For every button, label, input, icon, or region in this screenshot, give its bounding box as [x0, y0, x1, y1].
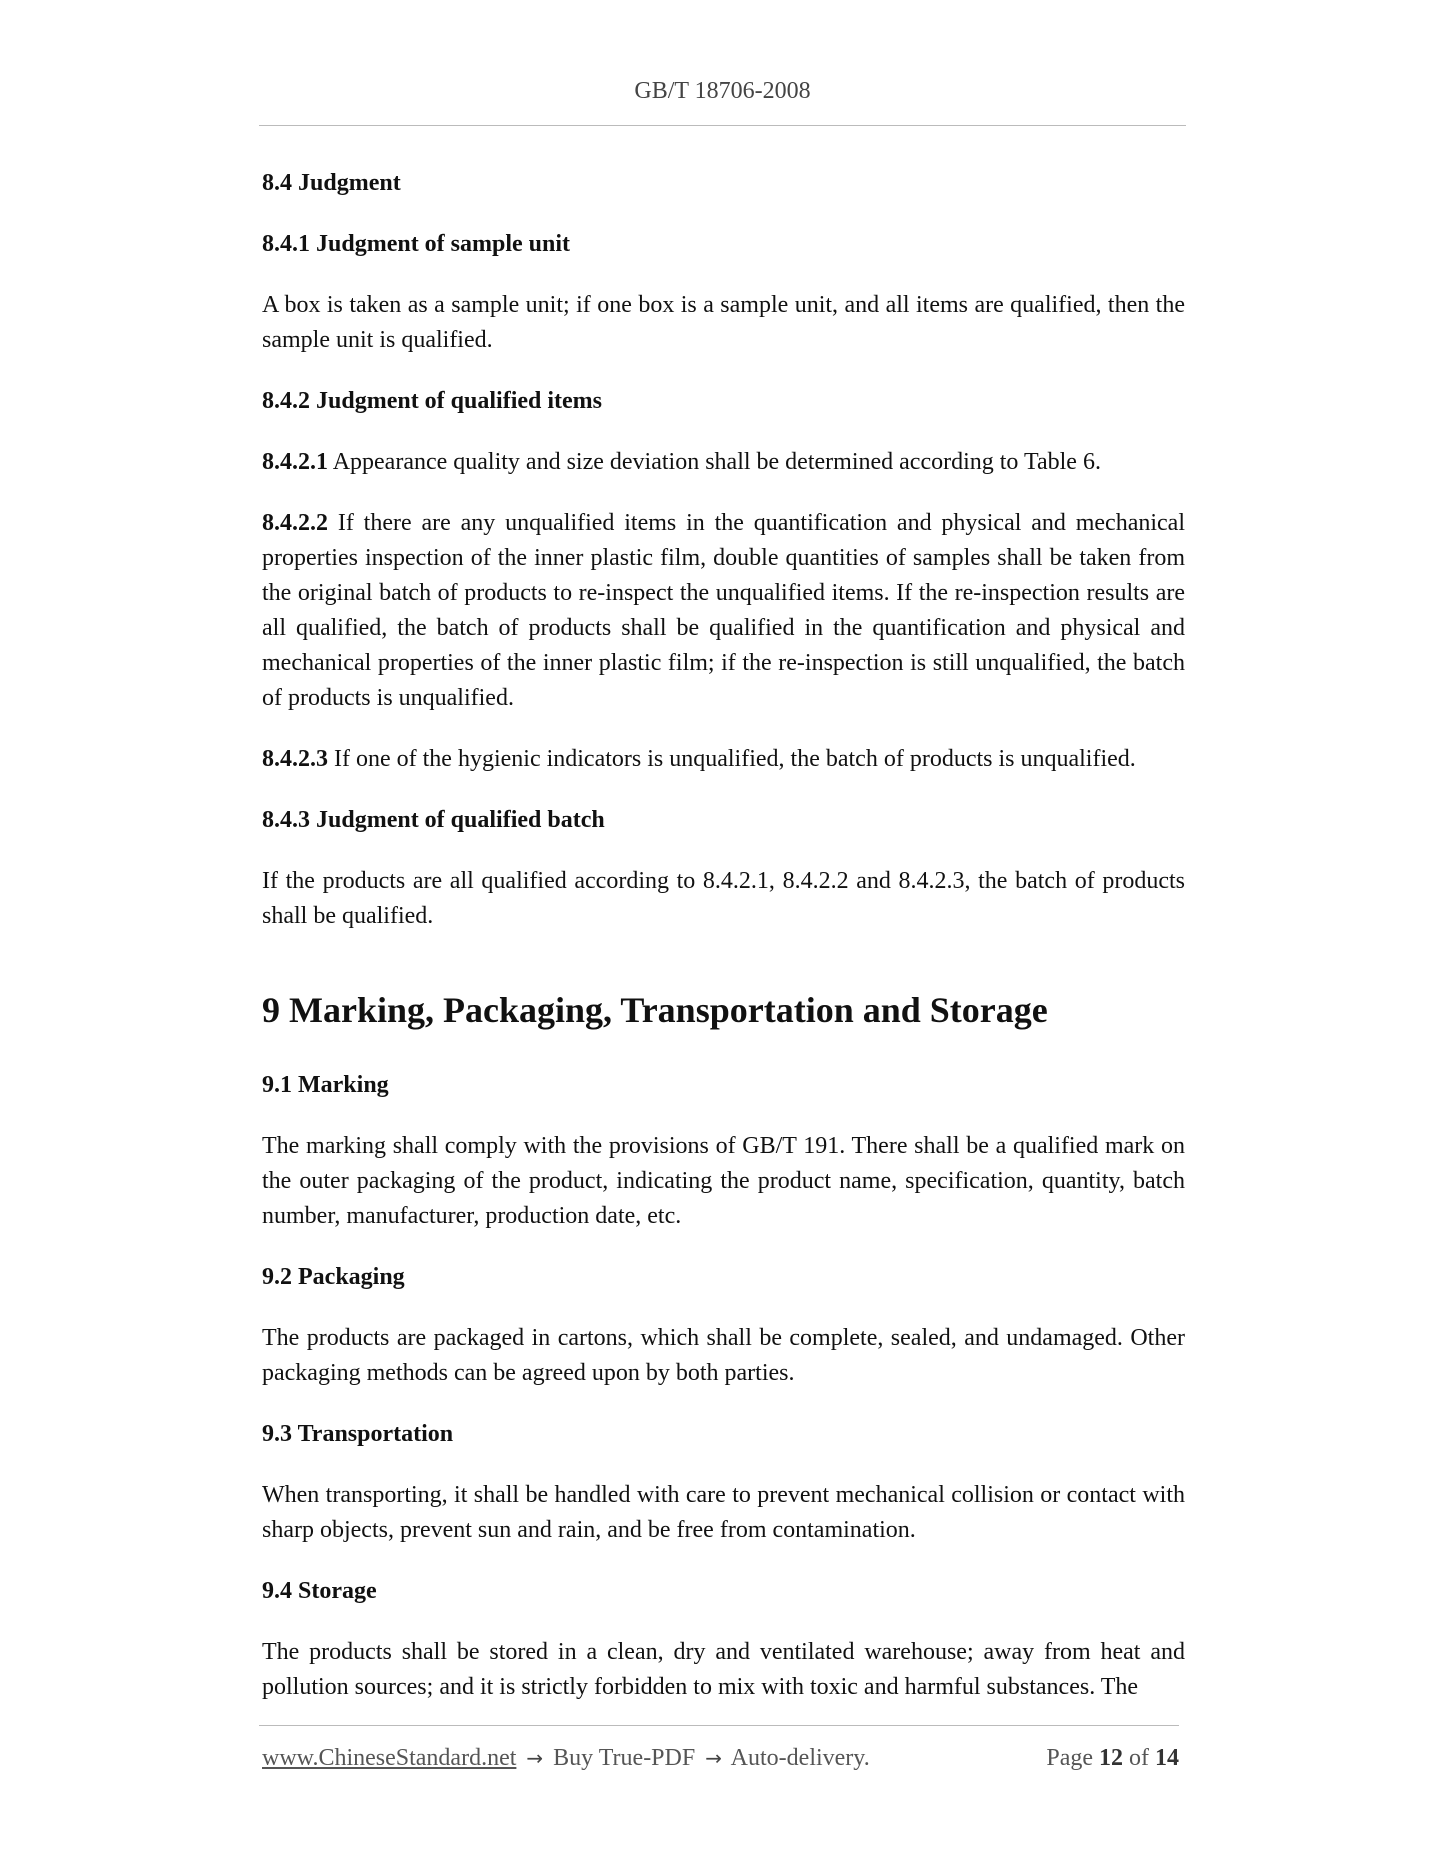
section-heading-9-1: 9.1 Marking — [262, 1072, 389, 1098]
page-indicator — [1046, 1745, 1179, 1772]
section-heading-8-4-2: 8.4.2 Judgment of qualified items — [262, 388, 603, 414]
chinesestandard-link[interactable]: www.ChineseStandard.net — [262, 1745, 517, 1771]
paragraph-storage: The products shall be stored in a clean, dry and ventilated warehouse; away from heat and pollution sources; and it is strictly forbidden to mix with toxic and harmful substances. The — [262, 1639, 1185, 1700]
section-heading-9-2: 9.2 Packaging — [262, 1264, 405, 1290]
page-header-title: GB/T 18706-2008 — [634, 78, 811, 104]
page-current: 12 — [1099, 1745, 1123, 1771]
section-heading-8-4-3: 8.4.3 Judgment of qualified batch — [262, 807, 605, 833]
clause-number: 8.4.2.3 — [262, 746, 328, 772]
header-divider — [259, 125, 1186, 126]
paragraph-packaging: The products are packaged in cartons, which shall be complete, sealed, and undamaged. Other packaging methods can be agreed upon by both parties. — [262, 1325, 1185, 1386]
clause-number: 8.4.2.2 — [262, 510, 328, 536]
page-total: 14 — [1155, 1745, 1179, 1771]
paragraph-qualified-batch: If the products are all qualified according to 8.4.2.1, 8.4.2.2 and 8.4.2.3, the batch of products shall be qualified. — [262, 868, 1185, 929]
chapter-heading-9: 9 Marking, Packaging, Transportation and Storage — [262, 990, 1048, 1030]
clause-text: Appearance quality and size deviation shall be determined according to Table 6. — [332, 449, 1101, 475]
document-body — [262, 166, 1185, 1731]
buy-true-pdf-text: Buy True-PDF — [553, 1745, 696, 1771]
paragraph-transportation: When transporting, it shall be handled with care to prevent mechanical collision or contact with sharp objects, prevent sun and rain, and be free from contamination. — [262, 1482, 1185, 1543]
clause-number: 8.4.2.1 — [262, 449, 328, 475]
clause-text: If there are any unqualified items in the quantification and physical and mechanical properties inspection of the inner plastic film, double quantities of samples shall be taken from the original batch of products to re-inspect the unqualified items. If the re-inspection results are all qualified, the batch of products shall be qualified in the quantification and physical and mechanical properties of the inner plastic film; if the re-inspection is still unqualified, the batch of products is unqualified. — [262, 510, 1185, 711]
arrow-right-icon: → — [705, 1746, 722, 1770]
section-heading-8-4: 8.4 Judgment — [262, 170, 401, 196]
section-heading-9-3: 9.3 Transportation — [262, 1421, 454, 1447]
footer-divider — [259, 1725, 1179, 1726]
paragraph-sample-unit: A box is taken as a sample unit; if one box is a sample unit, and all items are qualified, then the sample unit is qualified. — [262, 292, 1185, 353]
arrow-right-icon: → — [526, 1746, 544, 1770]
paragraph-marking: The marking shall comply with the provisions of GB/T 191. There shall be a qualified mark on the outer packaging of the product, indicating the product name, specification, quantity, batch number, manufacturer, production date, etc. — [262, 1133, 1185, 1229]
auto-delivery-text: Auto-delivery. — [730, 1745, 870, 1771]
section-heading-8-4-1: 8.4.1 Judgment of sample unit — [262, 231, 571, 257]
page-label: Page — [1046, 1745, 1093, 1771]
of-label: of — [1129, 1745, 1149, 1771]
section-heading-9-4: 9.4 Storage — [262, 1578, 377, 1604]
clause-8-4-2-1 — [262, 445, 1185, 480]
clause-8-4-2-3 — [262, 742, 1185, 777]
footer-promo — [262, 1745, 870, 1772]
clause-8-4-2-2 — [262, 506, 1185, 716]
clause-text: If one of the hygienic indicators is unqualified, the batch of products is unqualified. — [334, 746, 1136, 772]
